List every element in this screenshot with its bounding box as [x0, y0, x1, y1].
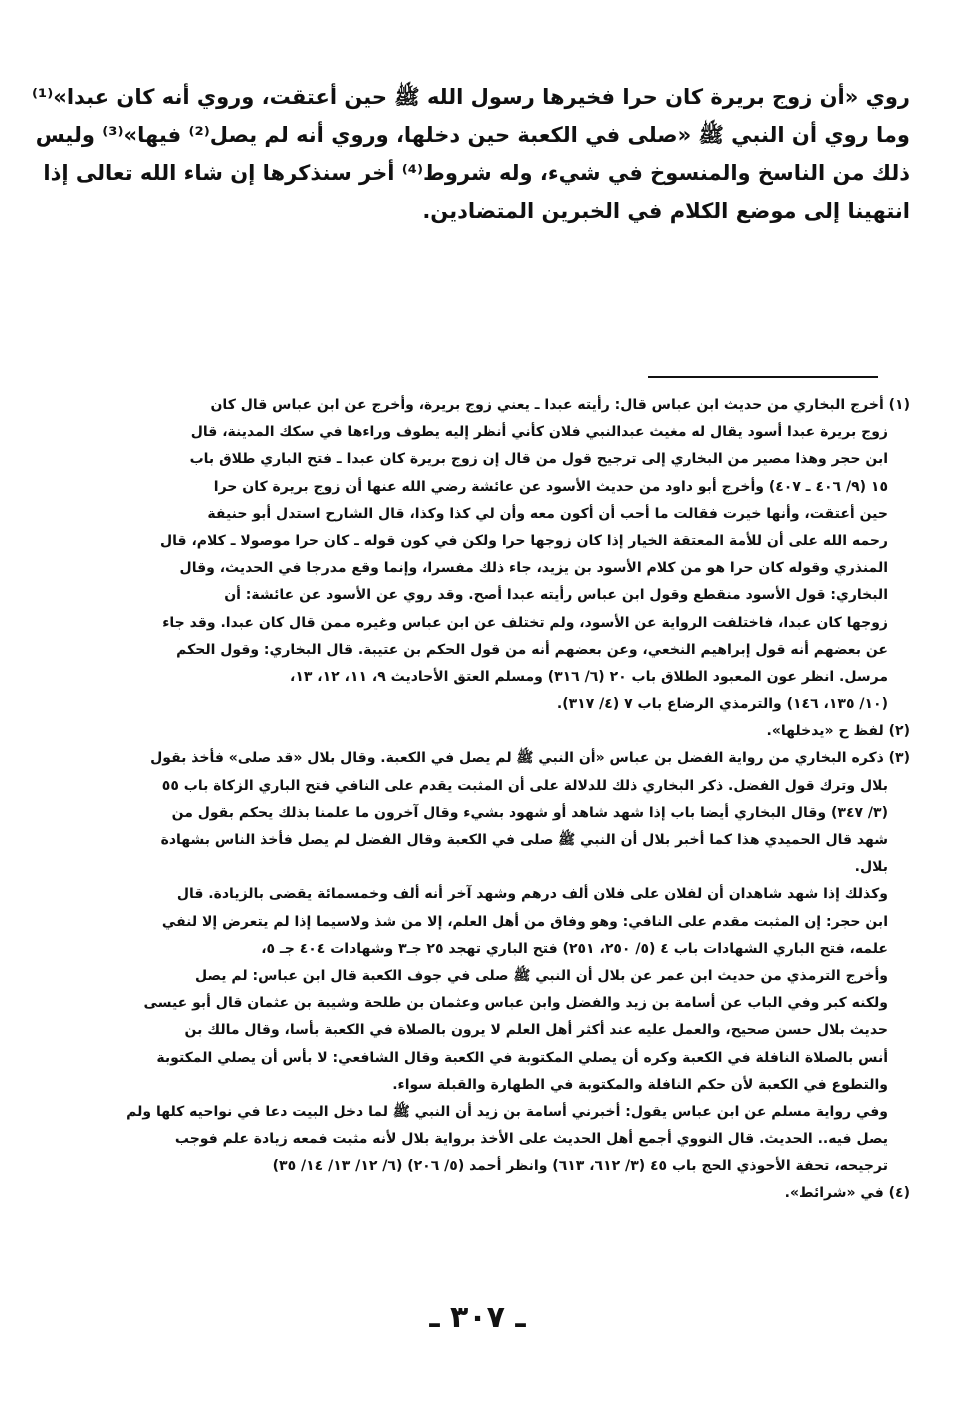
footnote-line: زوجها كان عبدا، فاختلفت الرواية عن الأسود، ولم تختلف عن ابن عباس وغيره ممن قال كان عبدا. وقد جاء [162, 614, 888, 631]
footnote-line: زوج بريرة عبدا أسود يقال له مغيث عبدالنبي فلان كأني أنظر إليه يطوف وراءها في سكك المدينة، قال [190, 424, 888, 441]
footnote-line: البخاري: قول الأسود منقطع وقول ابن عباس رأيته عبدا أصح. وقد روي عن الأسود عن عائشة: أن [224, 587, 888, 604]
footnote-line: وأخرج الترمذي من حديث ابن عمر عن بلال أن النبي ﷺ صلى في جوف الكعبة قال ابن عباس: لم يصل [194, 967, 888, 984]
main-text-line: روي «أن زوج بريرة كان حرا فخيرها رسول الله ﷺ حين أعتقت، وروي أنه كان عبدا»⁽¹⁾ [31, 85, 910, 109]
footnote-line: مرسل. انظر عون المعبود الطلاق باب ٢٠ (٦/ ٣١٦) ومسلم العتق الأحاديث ٩، ١١، ١٢، ١٣، [290, 668, 888, 685]
footnote-line: يصل فيه.. الحديث. قال النووي أجمع أهل الحديث على الأخذ برواية بلال لأنه مثبت فمعه زيادة علم فوجب [174, 1131, 888, 1148]
footnote-line: (١٠/ ١٣٥، ١٤٦) والترمذي الرضاع باب ٧ (٤/ ٣١٧). [556, 696, 888, 713]
footnote-line: علمه، فتح الباري الشهادات باب ٤ (٥/ ٢٥٠، ٢٥١) فتح الباري تهجد ٢٥ جـ٣ وشهادات ٤٠٤ جـ ٥، [261, 940, 888, 957]
footnote-line: أنس بالصلاة النافلة في الكعبة وكره أن يصلي المكتوبة في الكعبة وقال الشافعي: لا بأس أن يصلي المكتوبة [156, 1049, 888, 1066]
footnote-line: رحمه الله على أن للأمة المعتقة الخيار إذا كان زوجها حرا ولكن في كون قوله ـ كان حرا موصولا ـ كلام، قال [160, 532, 888, 549]
footnote-line: بلال. [854, 859, 888, 876]
footnote-line: وكذلك إذا شهد شاهدان أن لفلان على فلان ألف درهم وشهد آخر أنه ألف وخمسمائة يقضى بالزيادة. قال [176, 886, 888, 903]
footnote-separator [648, 376, 878, 378]
footnotes [126, 392, 910, 1208]
footnote-line: ابن حجر وهذا مصير من البخاري إلى ترجيح قول من قال إن زوج بريرة كان عبدا ـ فتح الباري طلاق باب [189, 451, 888, 468]
footnote-line: ابن حجر: إن المثبت مقدم على النافي: وهو وفاق من أهل العلم، إلا من شذ ولاسيما إذا لم يتعرض إلا لنفي [161, 913, 888, 930]
main-text-line: انتهينا إلى موضع الكلام في الخبرين المتضادين. [422, 199, 910, 223]
main-text-line: وما روي أن النبي ﷺ «صلى في الكعبة حين دخلها، وروي أنه لم يصل⁽²⁾ فيها»⁽³⁾ وليس [35, 123, 910, 147]
main-text-line: ذلك من الناسخ والمنسوخ في شيء، وله شروط⁽⁴⁾ أخر سنذكرها إن شاء الله تعالى إذا [43, 161, 910, 185]
footnote-line: (٣) ذكره البخاري من رواية الفضل بن عباس «أن النبي ﷺ لم يصل في الكعبة. وقال بلال «قد صلى» فأخذ بقول [150, 750, 910, 767]
footnote-line: (٤) في «شرائط». [784, 1185, 910, 1202]
footnote-line: المنذري وقوله كان حرا هو من كلام الأسود بن يزيد، جاء ذلك مفسرا، وإنما وقع مدرجا في الحديث، وقال [179, 560, 888, 577]
footnote-line: والتطوع في الكعبة لأن حكم النافلة والمكتوبة في الطهارة والقبلة سواء. [392, 1076, 888, 1093]
footnote-line: ولكنه كبر وفي الباب عن أسامة بن زيد والفضل وابن عباس وعثمان بن طلحة وشيبة بن عثمان قال أبو عيسى [143, 995, 888, 1012]
footnote-line: حين أعتقت، وأنها خيرت فقالت ما أحب أن أكون معه وأن لي كذا وكذا، قال الشارح استدل أبو حنيفة [207, 505, 888, 522]
footnote-line: عن بعضهم أنه قول إبراهيم النخعي، وعن بعضهم أنه من قول الحكم بن عتيبة. قال البخاري: وقول الحكم [176, 641, 888, 658]
footnote-line: (٢) لفظ ح «يدخلها». [766, 723, 910, 740]
footnote-line: ١٥ (٩/ ٤٠٦ ـ ٤٠٧) وأخرج أبو داود من حديث الأسود عن عائشة رضي الله عنها أن زوج بريرة كان حرا [213, 478, 888, 495]
footnote-line: (١) أخرج البخاري من حديث ابن عباس قال: رأيته عبدا ـ يعني زوج بريرة، وأخرج عن ابن عباس قال كان [210, 397, 910, 413]
footnote-line: حديث بلال حسن صحيح، والعمل عليه عند أكثر أهل العلم لا يرون بالصلاة في الكعبة بأسا، وقال مالك بن [184, 1022, 888, 1039]
page-number: ـ ٣٠٧ ـ [429, 1300, 526, 1335]
footnote-line: بلال وترك قول الفضل. ذكر البخاري ذلك للدلالة على أن المثبت يقدم على النافي فتح الباري الزكاة باب ٥٥ [161, 777, 888, 794]
footnote-line: (٣/ ٣٤٧) وقال البخاري أيضا باب إذا شهد شاهد أو شهود بشيء وقال آخرون ما علمنا بذلك يحكم بقول من [171, 804, 888, 821]
main-text [31, 78, 910, 230]
footnote-line: شهد قال الحميدي هذا كما أخبر بلال أن النبي ﷺ صلى في الكعبة وقال الفضل لم يصل فأخذ الناس بشهادة [160, 832, 888, 848]
footnote-line: ترجيحه، تحفة الأحوذي الحج باب ٤٥ (٣/ ٦١٢، ٦١٣) وانظر أحمد (٥/ ٢٠٦) (٦/ ١٢/ ١٣/ ١٤/ ٣٥) [272, 1158, 888, 1175]
footnote-line: وفي رواية مسلم عن ابن عباس يقول: أخبرني أسامة بن زيد أن النبي ﷺ لما دخل البيت دعا في نواحيه كلها ولم [126, 1103, 888, 1120]
